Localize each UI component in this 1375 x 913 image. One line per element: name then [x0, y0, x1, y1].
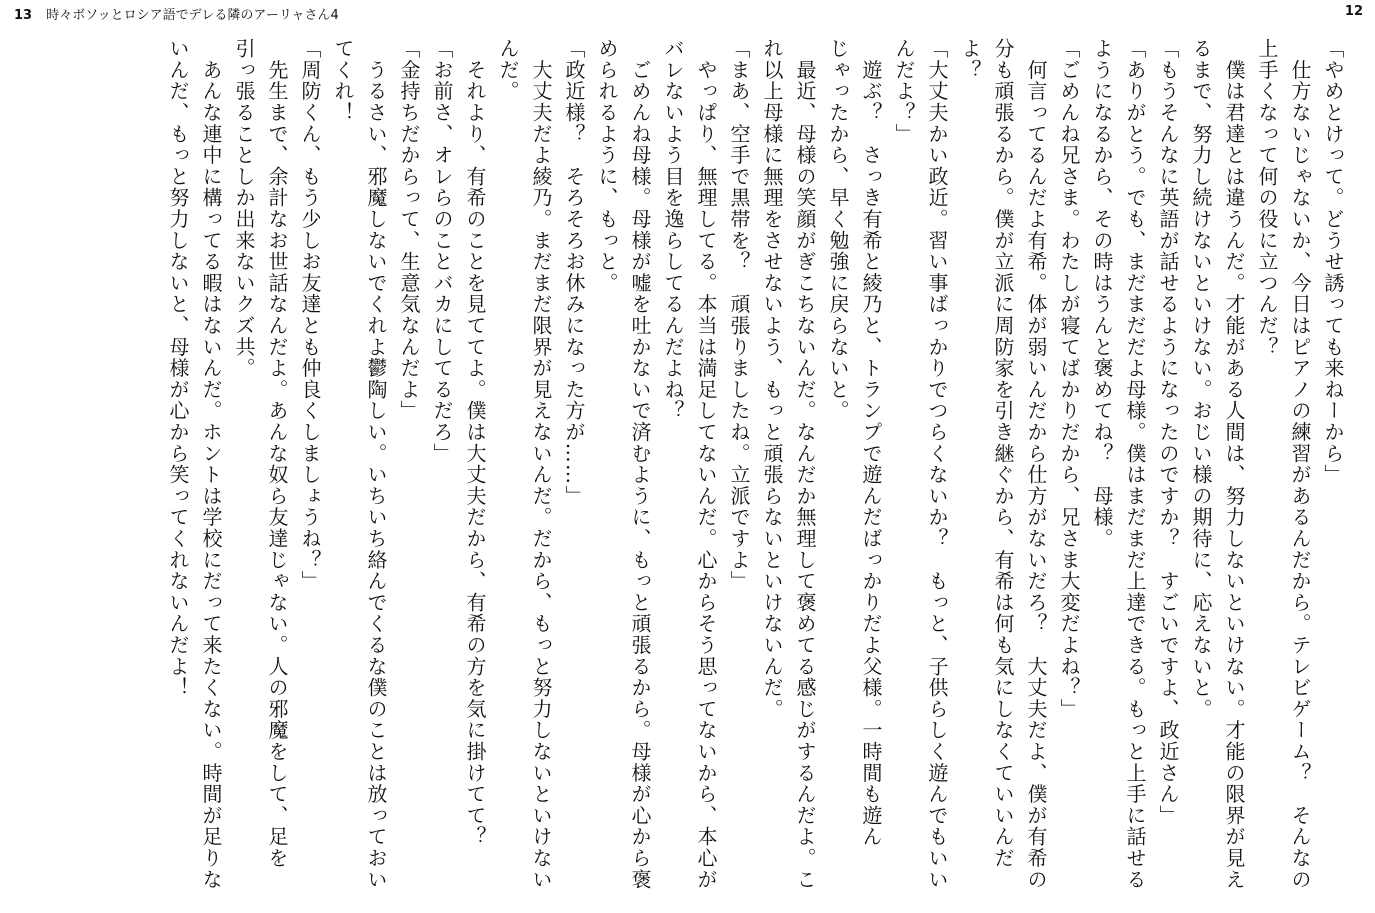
book-title: 時々ボソッとロシア語でデレる隣のアーリャさん4 [46, 8, 339, 23]
text-line: てくれ！ [331, 38, 355, 124]
left-page-number: 13 [14, 8, 33, 23]
page-body [9, 38, 1349, 904]
text-line: 僕は君達とは違うんだ。才能がある人間は、努力しないといけない。才能の限界が見え [1222, 38, 1246, 890]
text-line: 「まあ、空手で黒帯を？ 頑張りましたね。立派ですよ」 [727, 38, 751, 592]
text-line: ごめんね母様。母様が嘘を吐かないで済むように、もっと頑張るから。母様が心から褒 [628, 38, 652, 890]
text-line: それより、有希のことを見ててよ。僕は大丈夫だから、有希の方を気に掛けてて？ [463, 38, 487, 848]
text-line: 「大丈夫かい政近。習い事ばっかりでつらくないか？ もっと、子供らしく遊んでもいい [925, 38, 949, 890]
text-line: んだよ？」 [892, 38, 916, 145]
text-line: 「ごめんね兄さま。わたしが寝てばかりだから、兄さま大変だよね？」 [1057, 38, 1081, 720]
text-line: あんな連中に構ってる暇はないんだ。ホントは学校にだって来たくない。時間が足りな [199, 38, 223, 890]
text-line: められるように、もっと。 [595, 38, 619, 294]
text-line: バレないよう目を逸らしてるんだよね？ [661, 38, 685, 422]
text-line: 引っ張ることしか出来ないクズ共。 [232, 38, 256, 379]
text-line: 先生まで、余計なお世話なんだよ。あんな奴ら友達じゃない。人の邪魔をして、足を [265, 38, 289, 869]
text-line: ようになるから、その時はうんと褒めてね？ 母様。 [1090, 38, 1114, 550]
text-line: 遊ぶ？ さっき有希と綾乃と、トランプで遊んだばっかりだよ父様。一時間も遊ん [859, 38, 883, 848]
text-line: 「政近様？ そろそろお休みになった方が……」 [562, 38, 586, 507]
text-line: 最近、母様の笑顔がぎこちないんだ。なんだか無理して褒めてる感じがするんだよ。こ [793, 38, 817, 890]
text-line: じゃったから、早く勉強に戻らないと。 [826, 38, 850, 422]
text-line: 「やめとけって。どうせ誘っても来ねーから」 [1321, 38, 1345, 486]
text-line: 「お前さ、オレらのことバカにしてるだろ」 [430, 38, 454, 464]
text-line: 「周防くん、もう少しお友達とも仲良くしましょうね？」 [298, 38, 322, 592]
text-line: よ？ [958, 38, 982, 81]
text-line: 何言ってるんだよ有希。体が弱いんだから仕方がないだろ？ 大丈夫だよ、僕が有希の [1024, 38, 1048, 890]
running-header [14, 4, 339, 23]
text-line: 分も頑張るから。僕が立派に周防家を引き継ぐから、有希は何も気にしなくていいんだ [991, 38, 1015, 869]
right-page-number: 12 [1344, 4, 1363, 19]
text-line: 仕方ないじゃないか、今日はピアノの練習があるんだから。テレビゲーム？ そんなの [1288, 38, 1312, 890]
vertical-text-block [9, 38, 1349, 904]
text-line: 「もうそんなに英語が話せるようになったのですか？ すごいですよ、政近さん」 [1156, 38, 1180, 827]
text-line: うるさい、邪魔しないでくれよ鬱陶しい。いちいち絡んでくるな僕のことは放っておい [364, 38, 388, 890]
text-line: んだ。 [496, 38, 520, 102]
text-line: 「金持ちだからって、生意気なんだよ」 [397, 38, 421, 422]
text-line: 「ありがとう。でも、まだまだだよ母様。僕はまだまだ上達できる。もっと上手に話せる [1123, 38, 1147, 890]
text-line: いんだ、もっと努力しないと、母様が心から笑ってくれないんだよ！ [166, 38, 190, 699]
text-line: れ以上母様に無理をさせないよう、もっと頑張らないといけないんだ。 [760, 38, 784, 720]
text-line: やっぱり、無理してる。本当は満足してないんだ。心からそう思ってないから、本心が [694, 38, 718, 890]
text-line: るまで、努力し続けないといけない。おじい様の期待に、応えないと。 [1189, 38, 1213, 720]
text-line: 上手くなって何の役に立つんだ？ [1255, 38, 1279, 358]
text-line: 大丈夫だよ綾乃。まだまだ限界が見えないんだ。だから、もっと努力しないといけない [529, 38, 553, 890]
